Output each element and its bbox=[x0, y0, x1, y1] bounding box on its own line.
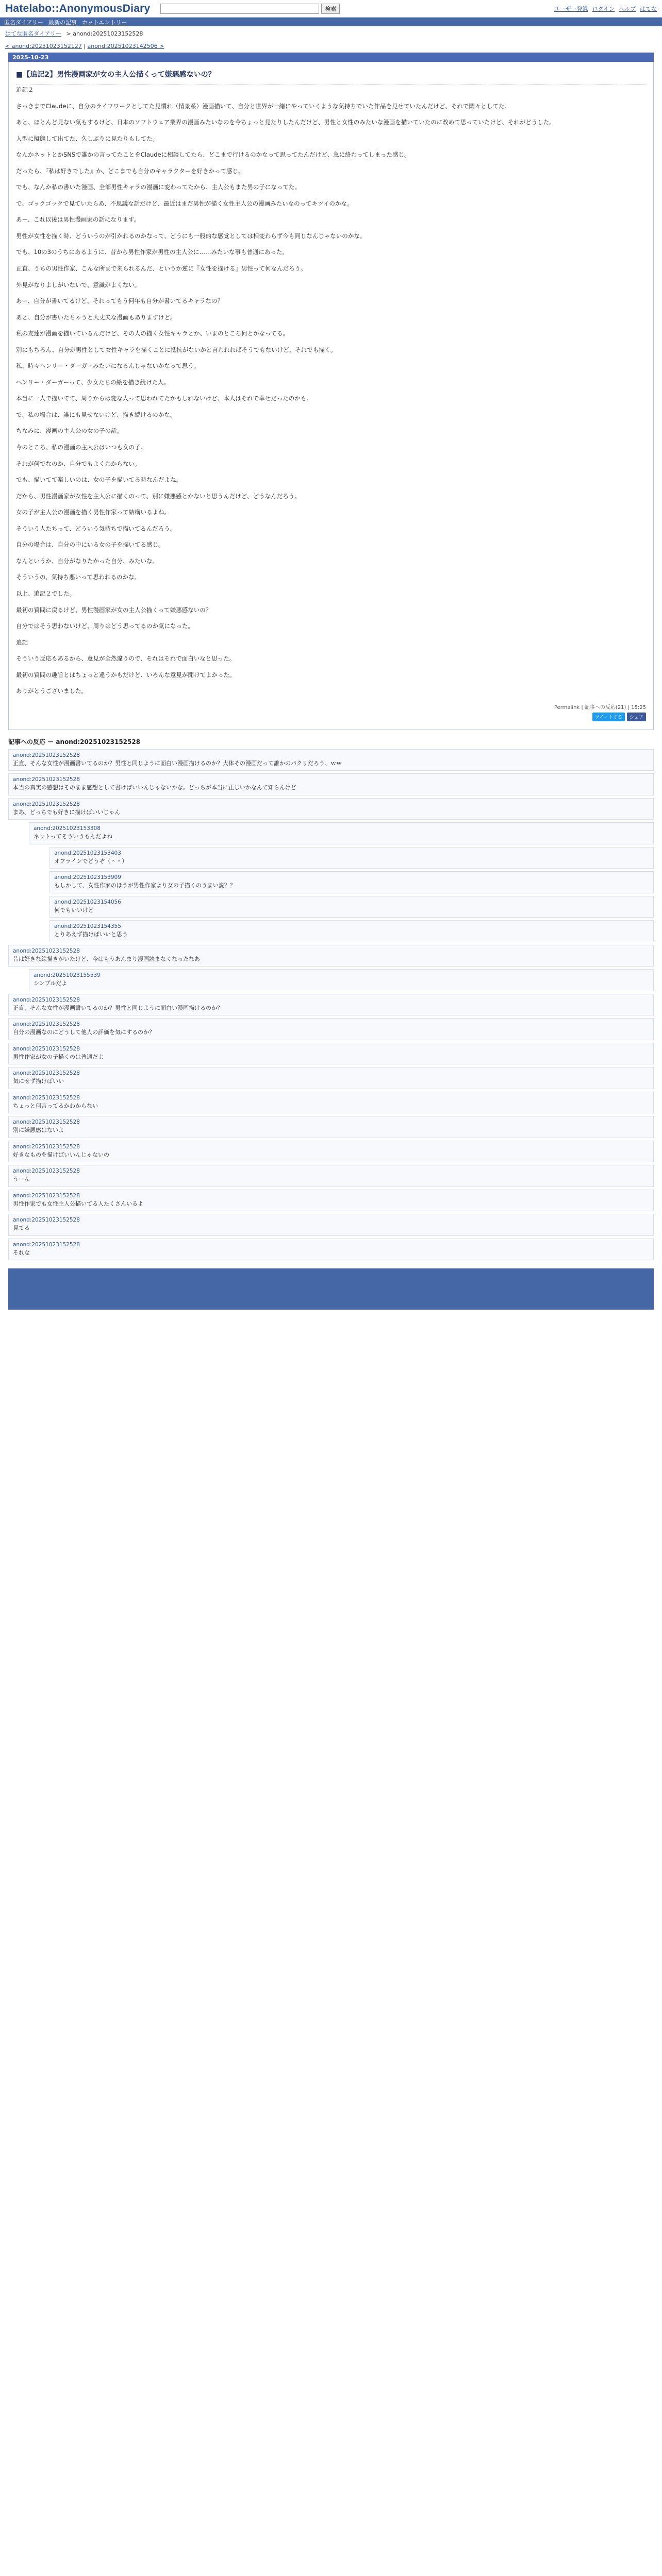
comment-id-link[interactable]: anond:20251023152528 bbox=[13, 1119, 80, 1126]
entry-paragraph: ありがとうございました。 bbox=[16, 687, 87, 695]
comment-id-link[interactable]: anond:20251023152528 bbox=[13, 1192, 80, 1199]
comment-id-link[interactable]: anond:20251023152528 bbox=[13, 1021, 80, 1028]
entry-paragraph: で、ゴックゴックで見ていたらあ、不思議な話だけど、最近はまだ男性が描く女性主人公の漫画みたいなのってキツイのかな。 bbox=[16, 199, 353, 207]
hatena-link[interactable]: はてな bbox=[640, 5, 657, 12]
comment bbox=[8, 1043, 654, 1065]
entry-paragraph: なんというか、自分がなりたかった自分、みたいな。 bbox=[16, 557, 158, 565]
comment bbox=[8, 1067, 654, 1089]
comment-id-link[interactable]: anond:20251023153308 bbox=[34, 825, 101, 832]
register-link[interactable]: ユーザー登録 bbox=[554, 5, 588, 12]
entry-paragraph: 正直、うちの男性作家、こんな所まで来られるんだ、というか逆に『女性を描ける』男性って何なんだろう。 bbox=[16, 265, 307, 273]
comment-id-link[interactable]: anond:20251023153403 bbox=[54, 850, 121, 856]
entry-paragraph: でも、なんか私の書いた漫画、全部男性キャラの漫画に変わってたから、主人公もまた男の子になってた。 bbox=[16, 183, 301, 191]
entry bbox=[8, 62, 654, 730]
comment-text: 気にせず描けばいい bbox=[13, 1078, 64, 1085]
entry-paragraph: 女の子が主人公の漫画を描く男性作家って結構いるよね。 bbox=[16, 509, 170, 516]
subbar-anonymous-diary[interactable]: 匿名ダイアリー bbox=[4, 19, 44, 26]
login-link[interactable]: ログイン bbox=[592, 5, 615, 12]
comment-id-link[interactable]: anond:20251023152528 bbox=[13, 1045, 80, 1052]
share-buttons bbox=[16, 713, 646, 721]
subbar-hot[interactable]: ホットエントリー bbox=[82, 19, 127, 26]
comment-id-link[interactable]: anond:20251023152528 bbox=[13, 996, 80, 1003]
entry-paragraph: あと、自分が書いたちゃうと大丈夫な漫画もありますけど。 bbox=[16, 313, 176, 321]
search-input[interactable] bbox=[160, 4, 319, 14]
entry-paragraph: なんかネットとかSNSで誰かの言ってたことをClaudeに相談してたら、どこまで行けるのかなって思ってたんだけど、急に終わってしまった感じ。 bbox=[16, 151, 410, 159]
entry-paragraph: あー、自分が書いてるけど、それってもう何年も自分が書いてるキャラなの？ bbox=[16, 297, 224, 305]
entry-body bbox=[16, 85, 646, 697]
facebook-share-button[interactable]: シェア bbox=[627, 713, 646, 721]
comment bbox=[8, 1116, 654, 1138]
search-button[interactable]: 検索 bbox=[321, 4, 340, 14]
comment-text: 自分の漫画なのにどうして他人の評価を気にするのか？ bbox=[13, 1029, 155, 1036]
nav-separator: | bbox=[84, 43, 88, 49]
entry-paragraph: でも、描いてて楽しいのは、女の子を描いてる時なんだよね。 bbox=[16, 476, 182, 484]
comment-text: まあ、どっちでも好きに描けばいいじゃん bbox=[13, 808, 121, 816]
entry-paragraph: 追記２ bbox=[16, 86, 34, 93]
comment bbox=[8, 749, 654, 771]
subbar-latest[interactable]: 最新の記事 bbox=[48, 19, 77, 26]
entry-paragraph: でも、10の3のうちにあるように、昔から男性作家が男性の主人公に……みたいな事も普通にあった。 bbox=[16, 248, 288, 256]
prev-entry-link[interactable]: < anond:20251023152127 bbox=[5, 43, 82, 49]
entry-paragraph: さっきまでClaudeに、自分のライフワークとしてた見慣れ（情景系）漫画描いて、自分と世界が一緒にやっていくような気持ちでいた作品を見せていたんだけど、それで悶々としてた。 bbox=[16, 102, 510, 110]
site-header bbox=[0, 0, 662, 18]
date-bar: 2025-10-23 bbox=[8, 53, 654, 62]
entry-paragraph: あと、ほとんど見ない気もするけど、日本のソフトウェア業界の漫画みたいなのを今ちょっと見たりしたんだけど、男性と女性のみたいな漫画を描いていたのに改めて思っていたけど、それがどうした。 bbox=[16, 118, 555, 126]
comment-text: 正直、そんな女性が漫画書いてるのか？男性と同じように面白い漫画描けるのか？大体その漫画だって誰かのパクリだろう、ｗｗ bbox=[13, 759, 342, 767]
comment-id-link[interactable]: anond:20251023152528 bbox=[13, 1070, 80, 1077]
comment bbox=[8, 1018, 654, 1040]
comment-id-link[interactable]: anond:20251023152528 bbox=[13, 801, 80, 807]
search-form bbox=[160, 4, 340, 14]
entry-paragraph: そういうの、気持ち悪いって思われるのかな。 bbox=[16, 573, 141, 581]
sub-navbar bbox=[0, 18, 662, 26]
comment-id-link[interactable]: anond:20251023154056 bbox=[54, 899, 121, 905]
comment bbox=[29, 822, 654, 844]
entry-paragraph: で、私の場合は、誰にも見せないけど、描き続けるのかな。 bbox=[16, 411, 176, 418]
comment-text: 別に嫌悪感はないよ bbox=[13, 1127, 64, 1134]
comment bbox=[8, 1092, 654, 1114]
site-logo[interactable]: Hatelabo::AnonymousDiary bbox=[5, 2, 151, 14]
breadcrumb bbox=[0, 26, 662, 41]
entry-paragraph: 別にもちろん、自分が男性として女性キャラを描くことに抵抗がないかと言われればそうでもないけど、それでも描く。 bbox=[16, 346, 337, 353]
comment-id-link[interactable]: anond:20251023152528 bbox=[13, 1217, 80, 1224]
comment-text: ネットってそういうもんだよね bbox=[34, 833, 113, 840]
comment bbox=[49, 871, 654, 893]
comments-heading: 記事への反応 － anond:20251023152528 bbox=[8, 738, 141, 745]
entry-paragraph: 本当に一人で描いてて、周りからは変な人って思われてたかもしれないけど、本人はそれで幸せだったのかも。 bbox=[16, 395, 312, 402]
entry-paragraph: 以上、追記２でした。 bbox=[16, 589, 75, 597]
entry-paragraph: ちなみに、漫画の主人公の女の子の話。 bbox=[16, 427, 123, 435]
comment bbox=[8, 1165, 654, 1187]
entry-nav bbox=[0, 41, 662, 53]
comment-text: 何でもいいけど bbox=[54, 906, 94, 913]
comment-text: もしかして、女性作家のほうが男性作家より女の子描くのうまい説？？ bbox=[54, 882, 236, 889]
comment bbox=[8, 1239, 654, 1261]
comment-text: 見てる bbox=[13, 1225, 30, 1232]
entry-title[interactable]: ■【追記2】男性漫画家が女の主人公描くって嫌悪感ないの？ bbox=[16, 67, 646, 85]
comment-text: うーん bbox=[13, 1176, 30, 1183]
entry-paragraph: それが何でなのか、自分でもよくわからない。 bbox=[16, 460, 141, 467]
comment-text: 男性作家が女の子描くのは普通だよ bbox=[13, 1053, 104, 1060]
help-link[interactable]: ヘルプ bbox=[619, 5, 636, 12]
comment-text: 男性作家でも女性主人公描いてる人たくさんいるよ bbox=[13, 1200, 143, 1207]
entry-paragraph: だったら、『私は好きでした』か、どこまでも自分のキャラクターを好きかって感じ。 bbox=[16, 167, 244, 175]
tweet-button[interactable]: ツイートする bbox=[592, 713, 625, 721]
comment-text: 本当の真実の感想はそのまま感想として書けばいいんじゃないかな。どっちが本当に正しいかなんて知らんけど bbox=[13, 784, 296, 791]
entry-paragraph: そういう人たちって、どういう気持ちで描いてるんだろう。 bbox=[16, 524, 176, 532]
comments-list bbox=[8, 749, 654, 1261]
comment bbox=[29, 969, 654, 991]
comment bbox=[8, 994, 654, 1016]
entry-paragraph: 今のところ、私の漫画の主人公はいつも女の子。 bbox=[16, 444, 146, 451]
comment-id-link[interactable]: anond:20251023152528 bbox=[13, 1143, 80, 1150]
comment-text: 正直、そんな女性が漫画書いてるのか？男性と同じように面白い漫画描けるのか？ bbox=[13, 1004, 223, 1011]
entry-paragraph: だから、男性漫画家が女性を主人公に描くのって、別に嫌悪感とかないと思うんだけど、どうなんだろう。 bbox=[16, 492, 301, 500]
comment-id-link[interactable]: anond:20251023153909 bbox=[54, 874, 121, 881]
comment-id-link[interactable]: anond:20251023152528 bbox=[13, 947, 80, 954]
comment bbox=[49, 920, 654, 942]
entry-paragraph: 自分ではそう思わないけど、周りはどう思ってるのか気になった。 bbox=[16, 622, 194, 630]
comment-id-link[interactable]: anond:20251023155539 bbox=[34, 972, 101, 979]
comment-text: シンプルだよ bbox=[34, 980, 68, 987]
comment bbox=[8, 1190, 654, 1212]
entry-paragraph: 最初の質問の趣旨とはちょっと違うかもだけど、いろんな意見が聞けてよかった。 bbox=[16, 671, 236, 679]
comment bbox=[8, 773, 654, 795]
entry-paragraph: 最初の質問に戻るけど、男性漫画家が女の主人公描くって嫌悪感ないの？ bbox=[16, 606, 212, 614]
breadcrumb-home[interactable]: はてな匿名ダイアリー bbox=[5, 30, 62, 37]
entry-paragraph: 私、時々ヘンリー・ダーガーみたいになるんじゃないかなって思う。 bbox=[16, 362, 200, 370]
entry-paragraph: そういう反応もあるから、意見が全然違うので、それはそれで面白いなと思った。 bbox=[16, 655, 236, 663]
comment-id-link[interactable]: anond:20251023152528 bbox=[13, 1241, 80, 1248]
comment bbox=[8, 1214, 654, 1236]
next-entry-link[interactable]: anond:20251023142506 > bbox=[87, 43, 164, 49]
comment-text: オフラインでどうぞ（＾＾） bbox=[54, 857, 128, 865]
comment-text: とりあえず描けばいいと思う bbox=[54, 931, 128, 938]
comment-id-link[interactable]: anond:20251023152528 bbox=[13, 1094, 80, 1101]
comment-text: それな bbox=[13, 1249, 30, 1256]
entry-paragraph: あー、これ以後は男性漫画家の話になります。 bbox=[16, 216, 140, 224]
breadcrumb-sep: > bbox=[66, 30, 73, 37]
comment bbox=[8, 945, 654, 967]
comment-id-link[interactable]: anond:20251023154355 bbox=[54, 923, 121, 930]
entry-paragraph: ヘンリー・ダーガーって、少女たちの絵を描き続けた人。 bbox=[16, 378, 170, 386]
entry-paragraph: 人型に擬態して出てた、久しぶりに見たりもしてた。 bbox=[16, 134, 158, 142]
comment bbox=[49, 847, 654, 869]
comment-text: 昔は好きな絵描きがいたけど、今はもうあんまり漫画読まなくなったなあ bbox=[13, 955, 200, 962]
comment-text: ちょっと何言ってるかわからない bbox=[13, 1102, 98, 1109]
comment bbox=[8, 798, 654, 820]
header-links bbox=[554, 5, 657, 13]
comment bbox=[49, 896, 654, 918]
comment-text: 好きなものを描けばいいんじゃないの bbox=[13, 1151, 109, 1158]
entry-paragraph: 私の友達が漫画を描いているんだけど、その人の描く女性キャラとか、いまのところ何とかなってる。 bbox=[16, 330, 289, 337]
site-footer bbox=[8, 1268, 654, 1310]
entry-paragraph: 男性が女性を描く時、どういうのが引かれるのかなって、どうにも一般的な感覚としては相変わらず今も同じなんじゃないのかな。 bbox=[16, 232, 366, 240]
entry-paragraph: 追記 bbox=[16, 638, 28, 646]
breadcrumb-current: anond:20251023152528 bbox=[73, 30, 143, 37]
comment-id-link[interactable]: anond:20251023152528 bbox=[13, 1168, 80, 1175]
entry-paragraph: 自分の場合は、自分の中にいる女の子を描いてる感じ。 bbox=[16, 541, 164, 549]
comment-id-link[interactable]: anond:20251023152528 bbox=[13, 776, 80, 783]
entry-footer: Permalink | 記事への反応(21) | 15:25 bbox=[554, 704, 646, 710]
entry-paragraph: 外見がなりよしがいないで、意識がよくない。 bbox=[16, 281, 141, 289]
comment-id-link[interactable]: anond:20251023152528 bbox=[13, 752, 80, 758]
comment bbox=[8, 1141, 654, 1163]
